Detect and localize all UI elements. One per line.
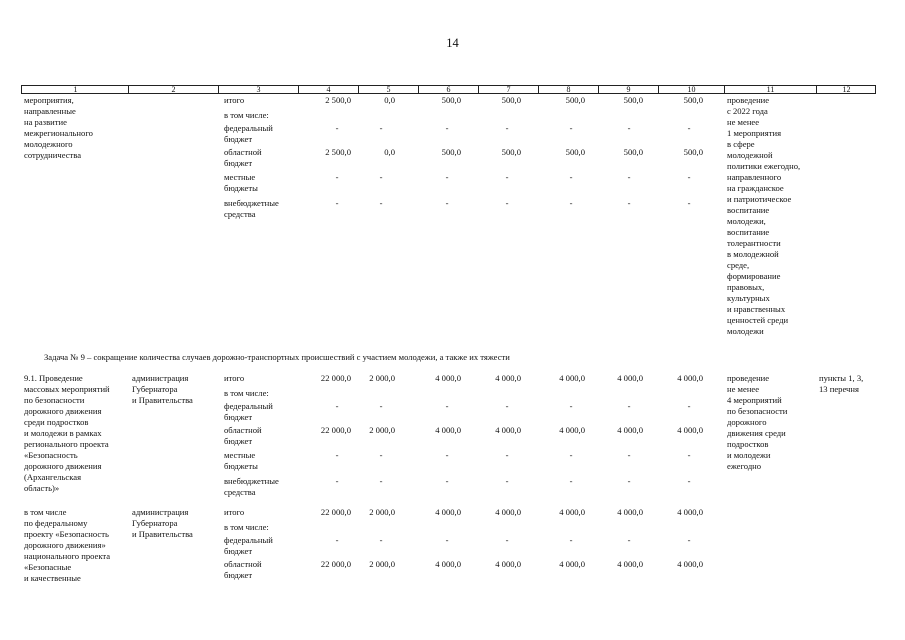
funding-value: -	[627, 476, 631, 486]
expected-result-line: направленного	[727, 172, 782, 182]
column-header-3: 3	[218, 86, 298, 93]
funding-value: 22 000,0	[320, 507, 351, 517]
funding-value: 4 000,0	[559, 507, 585, 517]
funding-value: 500,0	[441, 95, 461, 105]
funding-source-label: бюджет	[224, 134, 253, 144]
funding-source-label: в том числе:	[224, 110, 269, 120]
funding-value: 4 000,0	[559, 373, 585, 383]
funding-value: 0,0	[384, 147, 395, 157]
funding-value: -	[687, 535, 691, 545]
funding-value: -	[445, 450, 449, 460]
funding-source-label: средства	[224, 487, 256, 497]
funding-value: 500,0	[501, 95, 521, 105]
page-number: 14	[446, 36, 459, 50]
executor-line: администрация	[132, 507, 189, 517]
event-title-line: массовых мероприятий	[24, 384, 110, 394]
expected-result-line: и патриотическое	[727, 194, 792, 204]
funding-value: -	[569, 401, 573, 411]
funding-value: -	[687, 401, 691, 411]
funding-value: 4 000,0	[677, 559, 703, 569]
funding-value: -	[379, 535, 383, 545]
event-title-line: молодежного	[24, 139, 73, 149]
funding-value: -	[379, 401, 383, 411]
funding-value: -	[379, 123, 383, 133]
funding-value: -	[379, 476, 383, 486]
indicator-reference-line: пункты 1, 3,	[819, 373, 864, 383]
expected-result-line: проведение	[727, 95, 770, 105]
funding-value: -	[335, 401, 339, 411]
expected-result-line: среде,	[727, 260, 750, 270]
funding-value: 22 000,0	[320, 559, 351, 569]
column-header-2: 2	[128, 86, 218, 93]
funding-value: -	[569, 535, 573, 545]
expected-result-line: не менее	[727, 384, 760, 394]
funding-value: -	[505, 535, 509, 545]
funding-value: -	[445, 198, 449, 208]
funding-value: 2 000,0	[369, 559, 395, 569]
funding-value: -	[445, 172, 449, 182]
table-header	[21, 85, 876, 94]
expected-result-line: молодежной	[727, 150, 773, 160]
funding-value: 500,0	[565, 95, 585, 105]
funding-value: -	[445, 476, 449, 486]
expected-result-line: в сфере	[727, 139, 755, 149]
expected-result-line: молодежи,	[727, 216, 766, 226]
funding-value: 4 000,0	[677, 425, 703, 435]
funding-source-label: внебюджетные	[224, 476, 279, 486]
funding-value: -	[335, 535, 339, 545]
funding-value: 4 000,0	[677, 507, 703, 517]
expected-result-line: и нравственных	[727, 304, 786, 314]
funding-value: -	[505, 401, 509, 411]
event-title-line: 9.1. Проведение	[24, 373, 83, 383]
funding-source-label: средства	[224, 209, 256, 219]
funding-value: -	[379, 450, 383, 460]
funding-value: -	[505, 476, 509, 486]
funding-value: -	[379, 172, 383, 182]
funding-source-label: итого	[224, 507, 245, 517]
funding-value: -	[445, 123, 449, 133]
funding-value: -	[687, 123, 691, 133]
column-header-11: 11	[724, 86, 816, 93]
funding-value: 4 000,0	[495, 559, 521, 569]
expected-result-line: и молодежи	[727, 450, 771, 460]
funding-value: -	[627, 198, 631, 208]
expected-result-line: на гражданское	[727, 183, 784, 193]
event-title-line: «Безопасные	[24, 562, 72, 572]
event-title-line: и качественные	[24, 573, 81, 583]
expected-result-line: культурных	[727, 293, 770, 303]
funding-value: -	[569, 450, 573, 460]
event-title-line: (Архангельская	[24, 472, 82, 482]
funding-value: 4 000,0	[435, 559, 461, 569]
event-title-line: дорожного движения	[24, 461, 102, 471]
indicator-reference-line: 13 перечня	[819, 384, 859, 394]
funding-value: -	[627, 123, 631, 133]
expected-result-line: дорожного	[727, 417, 767, 427]
funding-source-label: бюджет	[224, 158, 253, 168]
funding-value: -	[569, 198, 573, 208]
funding-value: -	[445, 401, 449, 411]
funding-value: 4 000,0	[617, 373, 643, 383]
funding-source-label: областной	[224, 559, 262, 569]
funding-source-label: бюджеты	[224, 183, 258, 193]
event-title-line: область)»	[24, 483, 60, 493]
funding-value: -	[569, 123, 573, 133]
column-header-6: 6	[418, 86, 478, 93]
funding-value: 500,0	[683, 147, 703, 157]
funding-value: 4 000,0	[435, 425, 461, 435]
funding-value: -	[627, 401, 631, 411]
funding-value: 500,0	[501, 147, 521, 157]
funding-source-label: федеральный	[224, 535, 273, 545]
funding-value: -	[445, 535, 449, 545]
expected-result-line: толерантности	[727, 238, 781, 248]
funding-value: -	[505, 450, 509, 460]
executor-line: Губернатора	[132, 384, 178, 394]
expected-result-line: воспитание	[727, 205, 770, 215]
column-header-12: 12	[816, 86, 876, 93]
funding-value: -	[687, 172, 691, 182]
expected-result-line: 1 мероприятия	[727, 128, 782, 138]
column-header-9: 9	[598, 86, 658, 93]
expected-result-line: формирование	[727, 271, 781, 281]
funding-value: 4 000,0	[677, 373, 703, 383]
funding-source-label: федеральный	[224, 401, 273, 411]
funding-value: -	[687, 198, 691, 208]
event-title-line: в том числе	[24, 507, 67, 517]
event-title-line: национального проекта	[24, 551, 111, 561]
funding-value: -	[687, 476, 691, 486]
funding-source-label: в том числе:	[224, 522, 269, 532]
funding-value: -	[627, 172, 631, 182]
expected-result-line: политики ежегодно,	[727, 161, 801, 171]
event-title-line: на развитие	[24, 117, 67, 127]
funding-source-label: внебюджетные	[224, 198, 279, 208]
expected-result-line: ценностей среди	[727, 315, 789, 325]
event-title-line: направленные	[24, 106, 76, 116]
event-title-line: регионального проекта	[24, 439, 109, 449]
event-title-line: и молодежи в рамках	[24, 428, 102, 438]
funding-value: -	[335, 123, 339, 133]
expected-result-line: молодежи	[727, 326, 764, 336]
funding-value: 500,0	[623, 95, 643, 105]
funding-value: 4 000,0	[559, 425, 585, 435]
event-title-line: мероприятия,	[24, 95, 74, 105]
event-title-line: по безопасности	[24, 395, 85, 405]
expected-result-line: не менее	[727, 117, 760, 127]
funding-source-label: федеральный	[224, 123, 273, 133]
column-header-5: 5	[358, 86, 418, 93]
funding-value: 22 000,0	[320, 373, 351, 383]
funding-value: 500,0	[623, 147, 643, 157]
funding-source-label: бюджет	[224, 436, 253, 446]
event-title-line: среди подростков	[24, 417, 89, 427]
funding-source-label: бюджет	[224, 412, 253, 422]
funding-value: -	[687, 450, 691, 460]
funding-source-label: в том числе:	[224, 388, 269, 398]
expected-result-line: с 2022 года	[727, 106, 768, 116]
expected-result-line: воспитание	[727, 227, 770, 237]
column-header-7: 7	[478, 86, 538, 93]
expected-result-line: правовых,	[727, 282, 765, 292]
funding-value: 0,0	[384, 95, 395, 105]
expected-result-line: проведение	[727, 373, 770, 383]
expected-result-line: в молодежной	[727, 249, 779, 259]
funding-value: 500,0	[683, 95, 703, 105]
funding-value: 2 000,0	[369, 507, 395, 517]
column-header-4: 4	[298, 86, 358, 93]
event-title-line: сотрудничества	[24, 150, 82, 160]
funding-value: -	[335, 450, 339, 460]
funding-source-label: бюджет	[224, 546, 253, 556]
event-title-line: проекту «Безопасность	[24, 529, 109, 539]
expected-result-line: 4 мероприятий	[727, 395, 782, 405]
funding-source-label: областной	[224, 425, 262, 435]
funding-value: 4 000,0	[617, 425, 643, 435]
funding-value: -	[505, 198, 509, 208]
executor-line: Губернатора	[132, 518, 178, 528]
funding-value: 4 000,0	[435, 373, 461, 383]
funding-value: 4 000,0	[495, 373, 521, 383]
funding-value: 4 000,0	[495, 507, 521, 517]
funding-value: -	[505, 172, 509, 182]
funding-value: -	[335, 198, 339, 208]
funding-value: 2 000,0	[369, 425, 395, 435]
column-header-1: 1	[73, 85, 78, 94]
funding-source-label: итого	[224, 95, 245, 105]
funding-value: 22 000,0	[320, 425, 351, 435]
funding-value: 4 000,0	[435, 507, 461, 517]
funding-value: 2 500,0	[325, 147, 351, 157]
funding-source-label: местные	[224, 172, 256, 182]
executor-line: и Правительства	[132, 529, 193, 539]
funding-value: -	[569, 172, 573, 182]
expected-result-line: движения среди	[727, 428, 786, 438]
column-header-8: 8	[538, 86, 598, 93]
funding-source-label: местные	[224, 450, 256, 460]
event-title-line: межрегионального	[24, 128, 93, 138]
funding-value: 500,0	[441, 147, 461, 157]
funding-value: -	[569, 476, 573, 486]
event-title-line: дорожного движения»	[24, 540, 106, 550]
expected-result-line: ежегодно	[727, 461, 762, 471]
executor-line: администрация	[132, 373, 189, 383]
funding-value: 500,0	[565, 147, 585, 157]
funding-value: 2 000,0	[369, 373, 395, 383]
expected-result-line: подростков	[727, 439, 769, 449]
funding-value: 4 000,0	[559, 559, 585, 569]
executor-line: и Правительства	[132, 395, 193, 405]
funding-value: 4 000,0	[495, 425, 521, 435]
funding-source-label: итого	[224, 373, 245, 383]
event-title-line: дорожного движения	[24, 406, 102, 416]
funding-value: -	[335, 172, 339, 182]
funding-value: -	[627, 450, 631, 460]
event-title-line: по федеральному	[24, 518, 88, 528]
funding-value: 4 000,0	[617, 559, 643, 569]
event-title-line: «Безопасность	[24, 450, 78, 460]
task-heading: Задача № 9 – сокращение количества случаев дорожно-транспортных происшествий с участием молодежи, а также их тяжести	[44, 352, 510, 362]
column-header-10: 10	[658, 86, 724, 93]
funding-value: -	[335, 476, 339, 486]
funding-value: -	[505, 123, 509, 133]
funding-source-label: бюджет	[224, 570, 253, 580]
funding-value: -	[379, 198, 383, 208]
funding-value: 4 000,0	[617, 507, 643, 517]
funding-source-label: областной	[224, 147, 262, 157]
funding-source-label: бюджеты	[224, 461, 258, 471]
expected-result-line: по безопасности	[727, 406, 788, 416]
funding-value: -	[627, 535, 631, 545]
funding-value: 2 500,0	[325, 95, 351, 105]
